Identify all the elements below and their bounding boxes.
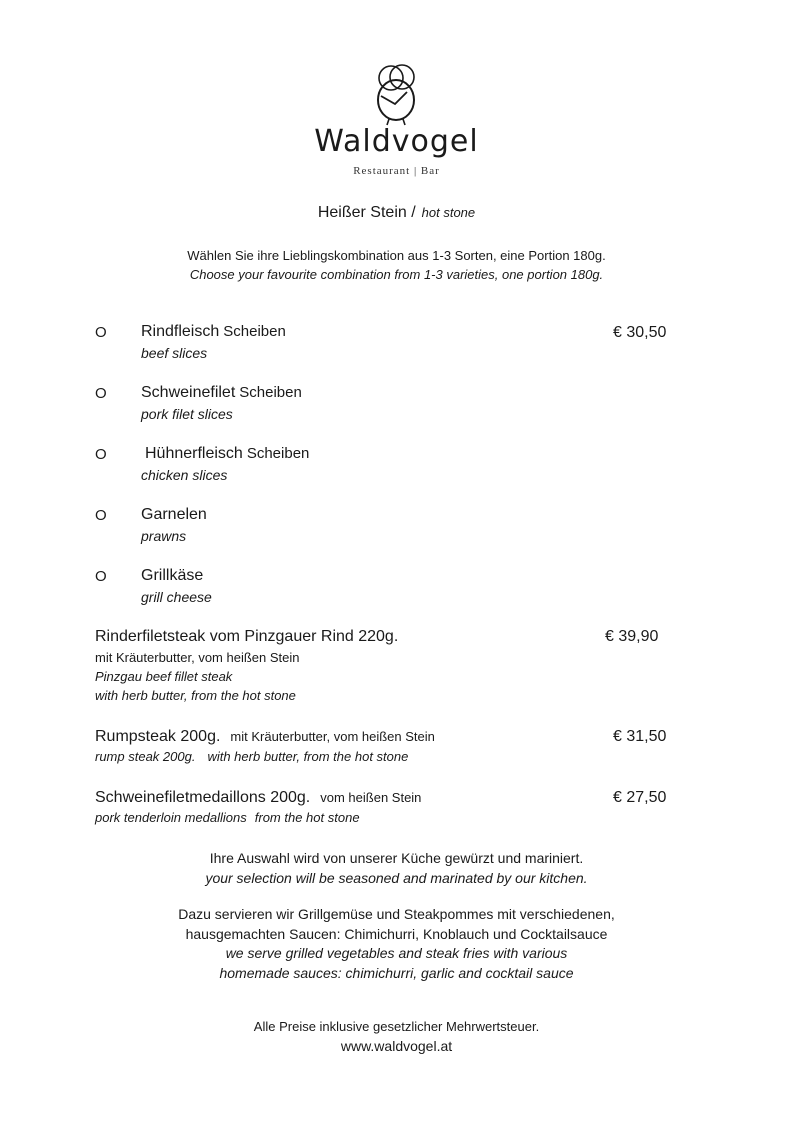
option-name: Grillkäse <box>141 567 204 584</box>
seasoning-note-en: your selection will be seasoned and marinated by our kitchen. <box>205 870 588 886</box>
option-detail: Scheiben <box>246 445 310 462</box>
sides-note <box>0 905 793 983</box>
steak-detail: mit Kräuterbutter, vom heißen Stein <box>95 650 300 665</box>
option-title: Hühnerfleisch <box>145 445 243 462</box>
option-title: Schweinefilet <box>141 384 236 401</box>
seasoning-note-de: Ihre Auswahl wird von unserer Küche gewürzt und mariniert. <box>209 850 584 866</box>
option-detail: Scheiben <box>239 384 302 401</box>
sides-note-en-2: homemade sauces: chimichurri, garlic and cocktail sauce <box>219 964 574 981</box>
option-marker: O <box>95 324 107 341</box>
heading-en: hot stone <box>421 205 476 220</box>
option-name <box>141 323 286 341</box>
steak-detail: mit Kräuterbutter, vom heißen Stein <box>230 729 435 744</box>
option-en: prawns <box>141 528 187 544</box>
steak-name <box>95 789 421 807</box>
option-name: Garnelen <box>141 506 207 523</box>
steak-price: € 31,50 <box>613 728 667 745</box>
intro <box>0 246 793 284</box>
steak-name: Rinderfiletsteak vom Pinzgauer Rind 220g. <box>95 628 399 645</box>
steak-en-detail: with herb butter, from the hot stone <box>207 749 409 764</box>
option-en: beef slices <box>141 345 208 361</box>
intro-de: Wählen Sie ihre Lieblingskombination aus 1-3 Sorten, eine Portion 180g. <box>187 248 606 263</box>
steak-en-name: rump steak 200g. <box>95 749 196 764</box>
steak-title: Rumpsteak 200g. <box>95 728 221 745</box>
steak-name <box>95 728 435 746</box>
option-detail: Scheiben <box>223 323 286 340</box>
steak-en <box>95 749 408 764</box>
heading-de: Heißer Stein / <box>317 204 416 221</box>
option-en: grill cheese <box>141 589 212 605</box>
option-en: chicken slices <box>141 467 228 483</box>
option-marker: O <box>95 568 107 585</box>
steak-en-detail: with herb butter, from the hot stone <box>95 688 296 703</box>
sides-note-en-1: we serve grilled vegetables and steak fries with various <box>225 945 568 961</box>
brand-subtitle: Restaurant | Bar <box>353 165 440 177</box>
bird-logo-icon <box>367 58 427 128</box>
brand-logo <box>0 58 793 133</box>
option-name <box>141 384 302 402</box>
option-price: € 30,50 <box>613 324 667 341</box>
website-link[interactable]: www.waldvogel.at <box>340 1038 453 1054</box>
steak-price: € 39,90 <box>605 628 659 645</box>
menu-heading <box>0 204 793 222</box>
option-marker: O <box>95 507 107 524</box>
intro-en: Choose your favourite combination from 1-3 varieties, one portion 180g. <box>189 267 604 282</box>
sides-note-de-1: Dazu servieren wir Grillgemüse und Steakpommes mit verschiedenen, <box>178 906 615 922</box>
steak-price: € 27,50 <box>613 789 667 806</box>
steak-detail: vom heißen Stein <box>320 790 422 805</box>
option-marker: O <box>95 385 107 402</box>
option-name <box>145 445 309 463</box>
option-title: Rindfleisch <box>141 323 220 340</box>
option-marker: O <box>95 446 107 463</box>
steak-en-name: Pinzgau beef fillet steak <box>95 669 233 684</box>
sides-note-de-2: hausgemachten Saucen: Chimichurri, Knoblauch und Cocktailsauce <box>185 925 608 942</box>
steak-title: Schweinefiletmedaillons 200g. <box>95 789 311 806</box>
seasoning-note <box>0 848 793 888</box>
option-en: pork filet slices <box>141 406 233 422</box>
steak-en <box>95 810 360 825</box>
brand-name: Waldvogel <box>314 124 479 159</box>
steak-en-detail: from the hot stone <box>254 810 360 825</box>
steak-en-name: pork tenderloin medallions <box>95 810 247 825</box>
vat-note: Alle Preise inklusive gesetzlicher Mehrwertsteuer. <box>253 1019 540 1034</box>
